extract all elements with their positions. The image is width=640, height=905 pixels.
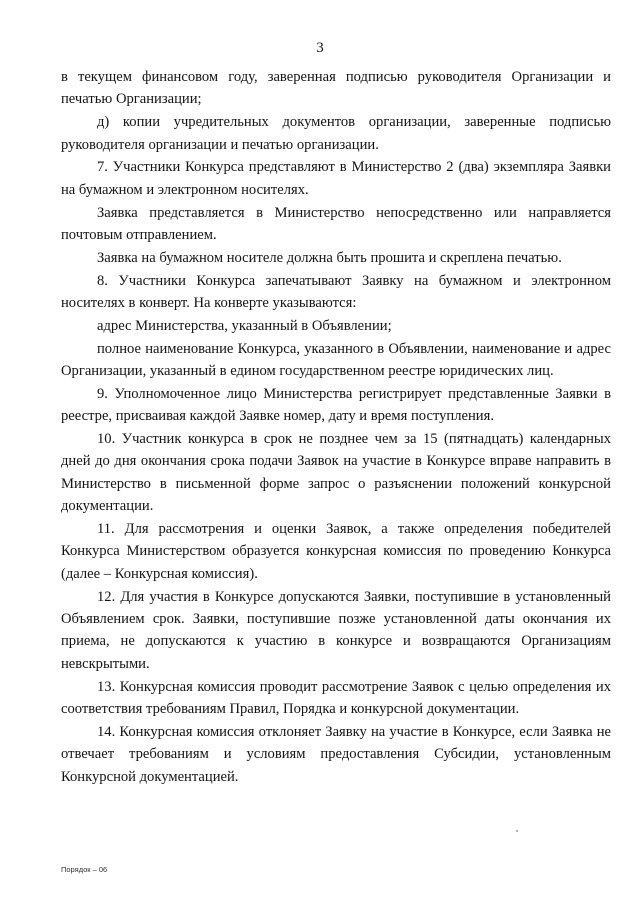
- paragraph: Заявка на бумажном носителе должна быть прошита и скреплена печатью.: [97, 249, 562, 266]
- paragraph: Заявка представляется в Министерство непосредственно или направляется почтовым отправлением.: [61, 204, 611, 244]
- paragraph: 7. Участники Конкурса представляют в Министерство 2 (два) экземпляра Заявки на бумажном и электронном носителях.: [61, 159, 611, 198]
- document-body: [61, 66, 611, 788]
- paragraph: в текущем финансовом году, заверенная подписью руководителя Организации и печатью Организации;: [61, 69, 611, 108]
- paragraph: 9. Уполномоченное лицо Министерства регистрирует представленные Заявки в реестре, присваивая каждой Заявке номер, дату и время поступления.: [61, 385, 611, 425]
- paragraph: 12. Для участия в Конкурсе допускаются Заявки, поступившие в установленный Объявлением срок. Заявки, поступившие позже установленной даты окончания их приема, не допускаются к участию в конкурсе и возвращаются Организациям невскрытыми.: [61, 588, 611, 672]
- paragraph: 10. Участник конкурса в срок не позднее чем за 15 (пятнадцать) календарных дней до дня окончания срока подачи Заявок на участие в Конкурсе вправе направить в Министерство в письменной форме запрос о разъяснении положений конкурсной документации.: [61, 431, 611, 515]
- paragraph: 11. Для рассмотрения и оценки Заявок, а также определения победителей Конкурса Министерством образуется конкурсная комиссия по проведению Конкурса (далее – Конкурсная комиссия).: [61, 521, 611, 582]
- paragraph: 8. Участники Конкурса запечатывают Заявку на бумажном и электронном носителях в конверт. На конверте указываются:: [61, 272, 611, 312]
- scan-speck: [516, 830, 518, 832]
- paragraph: 13. Конкурсная комиссия проводит рассмотрение Заявок с целью определения их соответствия требованиям Правил, Порядка и конкурсной документации.: [61, 678, 611, 718]
- paragraph: д) копии учредительных документов организации, заверенные подписью руководителя организации и печатью организации.: [61, 114, 611, 153]
- paragraph: адрес Министерства, указанный в Объявлении;: [97, 317, 392, 334]
- page-number: 3: [316, 40, 324, 56]
- footer-label: Порядок – 06: [61, 865, 108, 874]
- paragraph: 14. Конкурсная комиссия отклоняет Заявку на участие в Конкурсе, если Заявка не отвечает требованиям и условиям предоставления Субсидии, установленным Конкурсной документацией.: [61, 723, 611, 785]
- paragraph: полное наименование Конкурса, указанного в Объявлении, наименование и адрес Организации, указанный в едином государственном реестре юридических лиц.: [61, 340, 611, 380]
